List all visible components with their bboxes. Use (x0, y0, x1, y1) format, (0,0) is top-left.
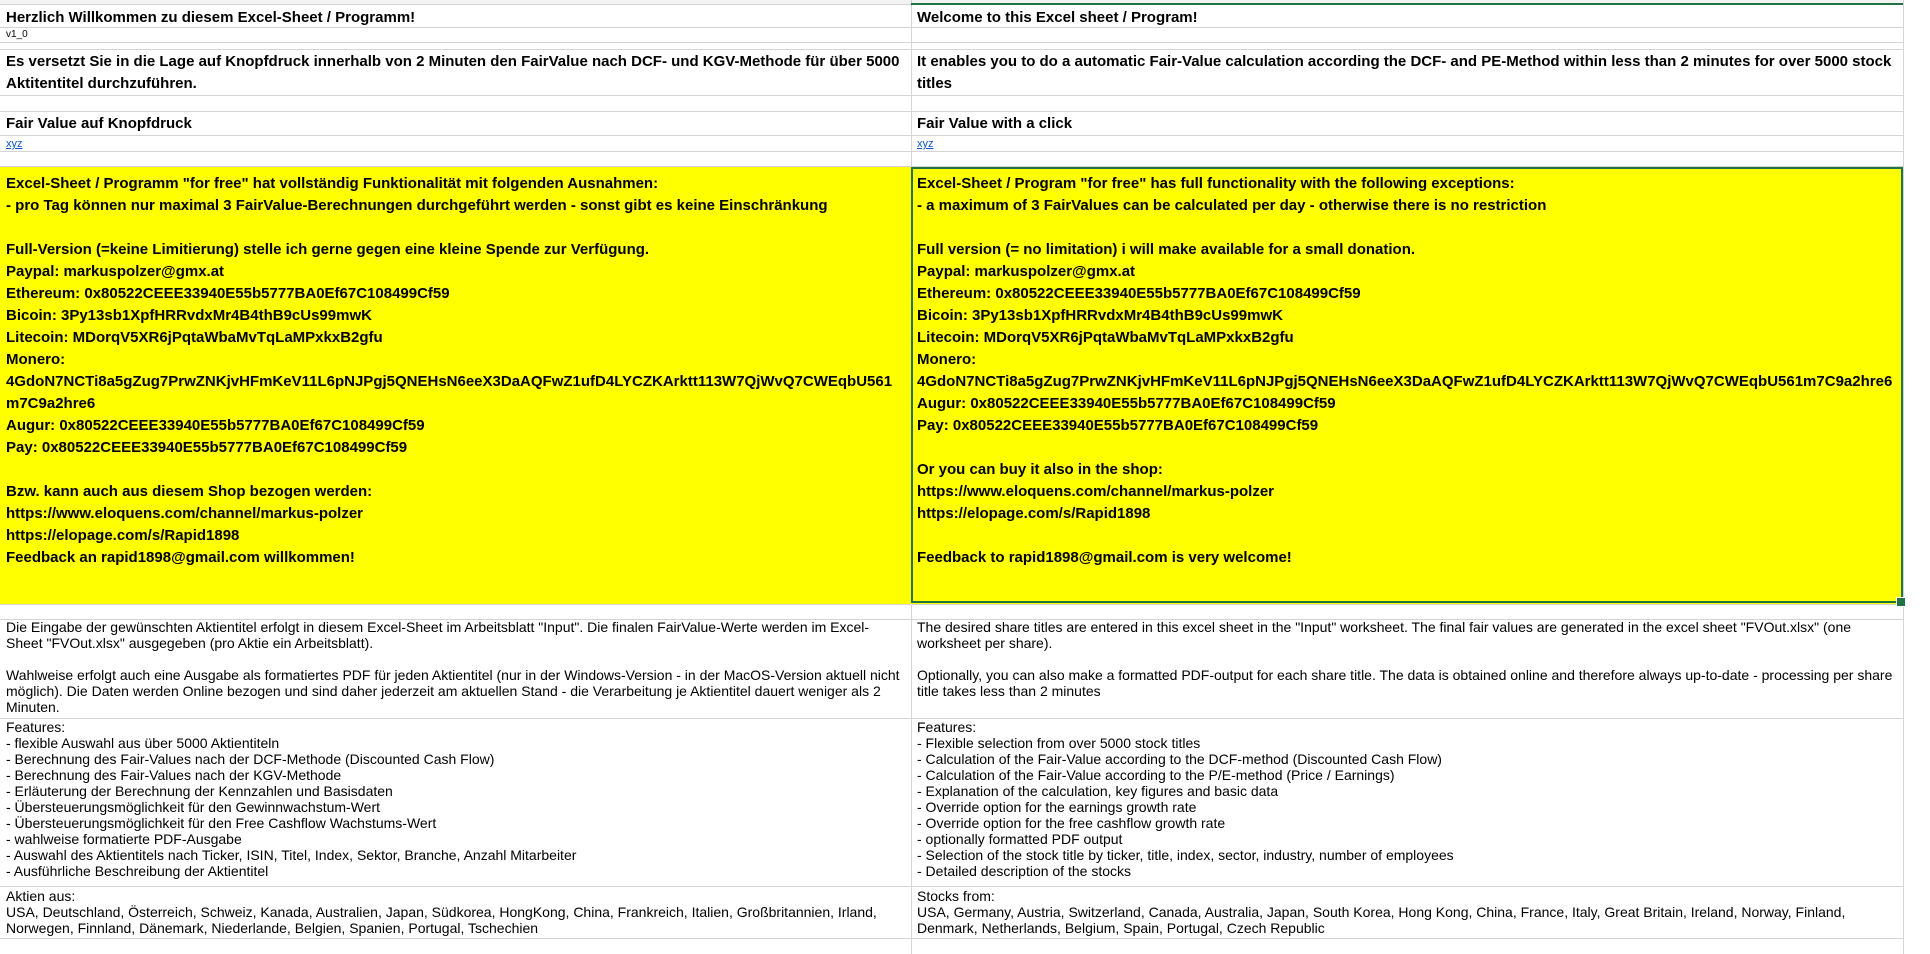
de-donation-block[interactable]: Excel-Sheet / Programm "for free" hat vollständig Funktionalität mit folgenden Ausnahmen: - pro Tag können nur maximal 3 FairValue-Berechnungen durchgeführt werden - sonst gibt es keine Einschränkung Full-Version (=keine Limitierung) stelle ich gerne gegen eine kleine Spende zur Verfügung. Paypal: markuspolzer@gmx.at Ethereum: 0x80522CEEE33940E55b5777BA0Ef67C108499Cf59 Bicoin: 3Py13sb1XpfHRRvdxMr4B4thB9cUs99mwK Litecoin: MDorqV5XR6jPqtaWbaMvTqLaMPxkxB2gfu Monero: 4GdoN7NCTi8a5gZug7PrwZNKjvHFmKeV11L6pNJPgj5QNEHsN6eeX3DaAQFwZ1ufD4LYCZKArktt113W7QjWvQ7CWEqbU561m7C9a2hre6 Augur: 0x80522CEEE33940E55b5777BA0Ef67C108499Cf59 Pay: 0x80522CEEE33940E55b5777BA0Ef67C108499Cf59 Bzw. kann auch aus diesem Shop bezogen werden: https://www.eloquens.com/channel/markus-polzer https://elopage.com/s/Rapid1898 Feedback an rapid1898@gmail.com willkommen! (0, 167, 911, 604)
en-fair-value-title[interactable]: Fair Value with a click (917, 115, 1073, 132)
next-column-area[interactable] (1903, 0, 1930, 954)
de-input-description[interactable]: Die Eingabe der gewünschten Aktientitel erfolgt in diesem Excel-Sheet im Arbeitsblatt "Input". Die finalen FairValue-Werte werden im Excel-Sheet "FVOut.xlsx" ausgegeben (pro Aktie ein Arbeitsblatt). Wahlweise erfolgt auch eine Ausgabe als formatiertes PDF für jeden Aktientitel (nur in der Windows-Version - in der MacOS-Version aktuell nicht möglich). Die Daten werden Online bezogen und sind daher jederzeit am aktuellen Stand - die Verarbeitung je Aktientitel dauert weniger als 2 Minuten. (6, 619, 900, 715)
de-stocks-list[interactable]: Aktien aus: USA, Deutschland, Österreich, Schweiz, Kanada, Australien, Japan, Südkorea, HongKong, China, Frankreich, Italien, Großbritannien, Irland, Norwegen, Finnland, Dänemark, Niederlande, Belgien, Spanien, Portugal, Tschechien (6, 888, 877, 936)
fill-handle[interactable] (1896, 597, 1906, 607)
row-divider (0, 604, 1930, 605)
en-intro[interactable]: It enables you to do a automatic Fair-Value calculation according the DCF- and PE-Method within less than 2 minutes for over 5000 stock titles (917, 53, 1892, 92)
en-welcome-title[interactable]: Welcome to this Excel sheet / Program! (917, 9, 1198, 26)
de-features-list[interactable]: Features: - flexible Auswahl aus über 5000 Aktientiteln - Berechnung des Fair-Values nach der DCF-Methode (Discounted Cash Flow) - Berechnung des Fair-Values nach der KGV-Methode - Erläuterung der Berechnung der Kennzahlen und Basisdaten - Übersteuerungsmöglichkeit für den Gewinnwachstum-Wert - Übersteuerungsmöglichkeit für den Free Cashflow Wachstums-Wert - wahlweise formatierte PDF-Ausgabe - Auswahl des Aktientitels nach Ticker, ISIN, Titel, Index, Sektor, Branche, Anzahl Mitarbeiter - Ausführliche Beschreibung der Aktientitel (6, 719, 577, 879)
en-donation-block[interactable]: Excel-Sheet / Program "for free" has full functionality with the following exceptions: - a maximum of 3 FairValues can be calculated per day - otherwise there is no restriction Full version (= no limitation) i will make available for a small donation. Paypal: markuspolzer@gmx.at Ethereum: 0x80522CEEE33940E55b5777BA0Ef67C108499Cf59 Bicoin: 3Py13sb1XpfHRRvdxMr4B4thB9cUs99mwK Litecoin: MDorqV5XR6jPqtaWbaMvTqLaMPxkxB2gfu Monero: 4GdoN7NCTi8a5gZug7PrwZNKjvHFmKeV11L6pNJPgj5QNEHsN6eeX3DaAQFwZ1ufD4LYCZKArktt113W7QjWvQ7CWEqbU561m7C9a2hre6 Augur: 0x80522CEEE33940E55b5777BA0Ef67C108499Cf59 Pay: 0x80522CEEE33940E55b5777BA0Ef67C108499Cf59 Or you can buy it also in the shop: https://www.eloquens.com/channel/markus-polzer https://elopage.com/s/Rapid1898 Feedback to rapid1898@gmail.com is very welcome! (911, 167, 1901, 604)
version-label[interactable]: v1_0 (6, 29, 28, 40)
en-link[interactable]: xyz (917, 138, 934, 150)
row-divider (0, 42, 1930, 43)
de-welcome-title[interactable]: Herzlich Willkommen zu diesem Excel-Sheet / Programm! (6, 9, 416, 26)
en-stocks-list[interactable]: Stocks from: USA, Germany, Austria, Switzerland, Canada, Australia, Japan, South Korea, Hong Kong, China, France, Italy, Great Britain, Ireland, Norway, Finland, Denmark, Netherlands, Belgium, Spain, Portugal, Czech Republic (917, 888, 1846, 936)
row-divider (0, 151, 1930, 152)
en-input-description[interactable]: The desired share titles are entered in this excel sheet in the "Input" worksheet. The final fair values are generated in the excel sheet "FVOut.xlsx" (one worksheet per share). Optionally, you can also make a formatted PDF-output for each share title. The data is obtained online and therefore always up-to-date - processing per share title takes less than 2 minutes (917, 619, 1893, 699)
column-divider (1903, 0, 1904, 954)
de-fair-value-title[interactable]: Fair Value auf Knopfdruck (6, 115, 192, 132)
de-intro[interactable]: Es versetzt Sie in die Lage auf Knopfdruck innerhalb von 2 Minuten den FairValue nach DCF- und KGV-Methode für über 5000 Aktitentitel durchzuführen. (6, 53, 900, 92)
en-features-list[interactable]: Features: - Flexible selection from over 5000 stock titles - Calculation of the Fair-Value according to the DCF-method (Discounted Cash Flow) - Calculation of the Fair-Value according to the P/E-method (Price / Earnings) - Explanation of the calculation, key figures and basic data - Override option for the earnings growth rate - Override option for the free cashflow growth rate - optionally formatted PDF output - Selection of the stock title by ticker, title, index, sector, industry, number of employees - Detailed description of the stocks (917, 719, 1454, 879)
column-selection-indicator (911, 3, 1903, 5)
de-link[interactable]: xyz (6, 138, 23, 150)
